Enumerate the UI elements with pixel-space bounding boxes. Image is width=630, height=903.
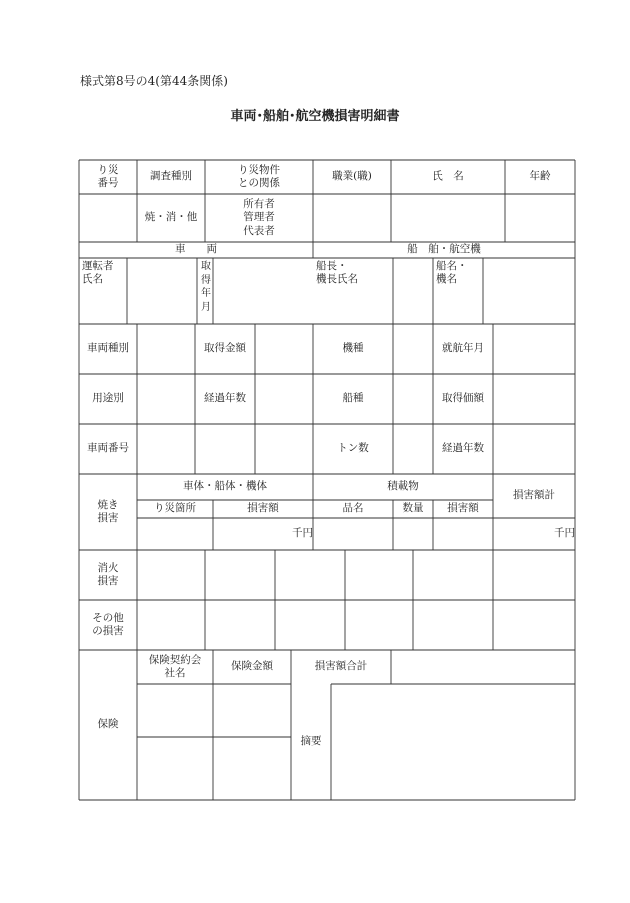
total-header: 損害額計	[513, 489, 555, 502]
burn-damage-label: 焼き 損害	[97, 498, 119, 524]
captain-name-label: 船長・ 機長氏名	[316, 260, 358, 286]
insurance-label: 保険	[97, 718, 119, 731]
cargo-amount-label: 損害額	[447, 502, 479, 515]
service-ym-label: 就航年月	[442, 342, 484, 355]
acquired-amount-label: 取得金額	[204, 342, 246, 355]
ship-type-label: 船種	[342, 392, 364, 405]
body-unit-label: 千円	[292, 527, 313, 540]
cargo-header: 積載物	[387, 480, 419, 493]
vehicle-number-label: 車両番号	[87, 442, 129, 455]
chosa-shubetsu-label: 調査種別	[150, 170, 192, 183]
tonnage-label: トン数	[337, 442, 369, 455]
form-id: 様式第8号の4(第44条関係)	[80, 74, 228, 88]
acquired-ym-label: 取得年月	[201, 261, 211, 313]
section-vehicle: 車 両	[175, 243, 217, 256]
bukken-kankei-label: り災物件 との関係	[238, 163, 280, 189]
extinguish-damage-label: 消火 損害	[97, 561, 119, 587]
elapsed-years-label: 経過年数	[204, 392, 246, 405]
model-label: 機種	[342, 342, 364, 355]
form-title: 車両･船舶･航空機損害明細書	[230, 109, 400, 124]
item-name-label: 品名	[342, 502, 364, 515]
quantity-label: 数量	[402, 502, 424, 515]
remarks-label: 摘要	[300, 735, 322, 748]
driver-name-label: 運転者 氏名	[82, 260, 114, 286]
nenrei-label: 年齢	[529, 170, 551, 183]
damage-total-label: 損害額合計	[314, 660, 368, 673]
body-header: 車体・船体・機体	[183, 480, 267, 493]
damage-amount-label: 損害額	[247, 502, 279, 515]
insurance-company-label: 保険契約会 社名	[148, 653, 202, 679]
damage-location-label: り災箇所	[154, 502, 196, 515]
section-ship-aircraft: 船 舶・航空機	[407, 243, 481, 256]
risai-no-label: り災 番号	[97, 163, 119, 189]
vehicle-type-label: 車両種別	[87, 342, 129, 355]
shimei-label: 氏 名	[432, 170, 464, 183]
insurance-amount-label: 保険金額	[231, 660, 273, 673]
ship-name-label: 船名・ 機名	[436, 260, 468, 286]
ship-elapsed-years-label: 経過年数	[442, 442, 484, 455]
kankei-options: 所有者 管理者 代表者	[243, 198, 275, 237]
total-unit-label: 千円	[554, 527, 575, 540]
shubetsu-options: 焼・消・他	[144, 211, 198, 224]
other-damage-label: その他 の損害	[92, 611, 124, 637]
use-label: 用途別	[92, 392, 124, 405]
acquired-value-label: 取得価額	[442, 392, 484, 405]
shokugyo-label: 職業(職)	[332, 170, 372, 183]
